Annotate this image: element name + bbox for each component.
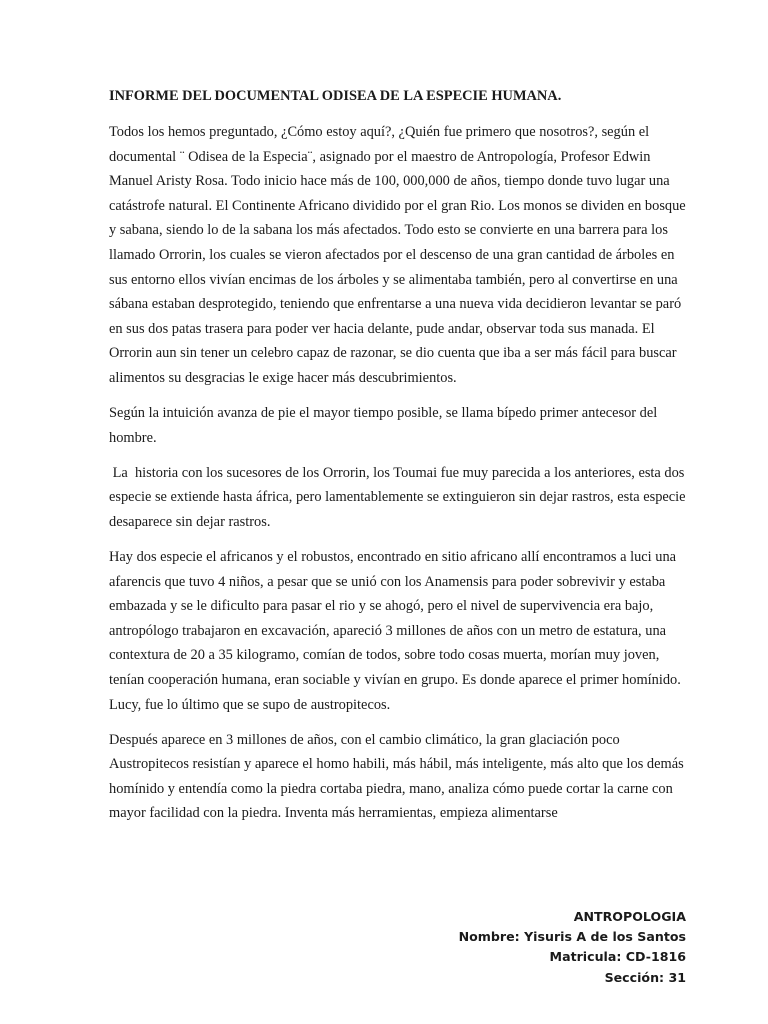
paragraph-4: Hay dos especie el africanos y el robustos, encontrado en sitio africano allí encontramos a luci una afarencis que tuvo 4 niños, a pesar que se unió con los Anamensis para poder sobrevivir y estaba embazada y se le dificulto para pasar el rio y se ahogó, pero el nivel de supervivencia era bajo, antropólogo trabajaron en excavación, apareció 3 millones de años con un metro de estatura, una contextura de 20 a 35 kilogramo, comían de todos, sobre todo cosas muerta, morían muy joven, tenían cooperación humana, eran sociable y vivían en grupo. Es donde aparece el primer homínido. Lucy, fue lo último que se supo de austropitecos. [109,549,681,713]
student-name: Nombre: Yisuris A de los Santos [458,929,686,945]
author-info [459,907,686,988]
section-label: Sección: 31 [604,969,686,985]
paragraph-3: La historia con los sucesores de los Orrorin, los Toumai fue muy parecida a los anteriores, esta dos especie se extiende hasta áfrica, pero lamentablemente se extinguieron sin dejar rastros, esta especie desaparece sin dejar rastros. [109,464,690,530]
course-label: ANTROPOLOGIA [573,909,686,924]
document-title: INFORME DEL DOCUMENTAL ODISEA DE LA ESPECIE HUMANA. [109,88,562,104]
paragraph-5: Después aparece en 3 millones de años, con el cambio climático, la gran glaciación poco Austropitecos resistían y aparece el homo habili, más hábil, más inteligente, más alto que los demás homínido y entendía como la piedra cortaba piedra, mano, analiza cómo puede cortar la carne con mayor facilidad con la piedra. Inventa más herramientas, empieza alimentarse [109,731,684,822]
student-id: Matricula: CD-1816 [549,949,686,965]
document-body [109,84,690,837]
paragraph-1: Todos los hemos preguntado, ¿Cómo estoy aquí?, ¿Quién fue primero que nosotros?, según el documental ¨ Odisea de la Especia¨, asignado por el maestro de Antropología, Profesor Edwin Manuel Aristy Rosa. Todo inicio hace más de 100, 000,000 de años, tiempo donde tuvo lugar una catástrofe natural. El Continente Africano dividido por el gran Rio. Los monos se dividen en bosque y sabana, siendo lo de la sabana los más afectados. Todo esto se convierte en una barrera para los llamado Orrorin, los cuales se vieron afectados por el descenso de una gran cantidad de árboles en sus entorno ellos vivían encimas de los árboles y se alimentaba también, pero al convertirse en una sábana estaban desprotegido, teniendo que enfrentarse a una nueva vida decidieron levantar se paró en sus dos patas trasera para poder ver hacia delante, pude andar, observar toda sus manada. El Orrorin aun sin tener un celebro capaz de razonar, se dio cuenta que iba a ser más fácil para buscar alimentos su desgracias le exige hacer más descubrimientos. [109,124,686,386]
paragraph-2: Según la intuición avanza de pie el mayor tiempo posible, se llama bípedo primer antecesor del hombre. [109,405,658,446]
